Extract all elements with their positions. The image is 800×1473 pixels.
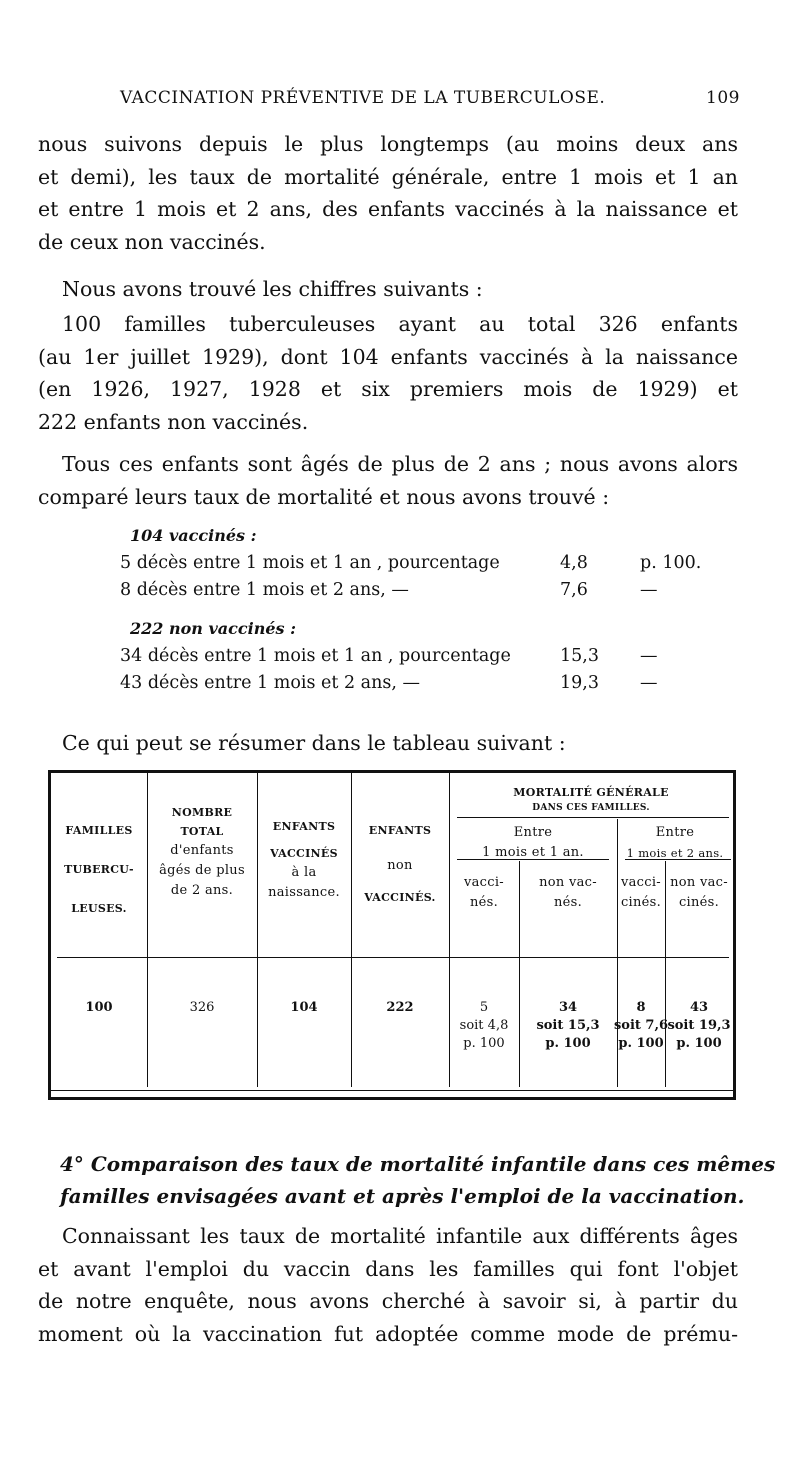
header-rule xyxy=(57,957,729,958)
header-line: ENFANTS xyxy=(368,824,432,837)
stats-row xyxy=(120,646,680,673)
header-line: VACCINÉS xyxy=(270,847,338,860)
cell-line: p. 100 xyxy=(463,1036,505,1051)
cell-line: 43 xyxy=(689,1000,709,1015)
paragraph-3 xyxy=(38,308,738,438)
header-line: ENFANTS xyxy=(272,820,336,833)
leaf-line: non vac- xyxy=(670,875,728,890)
stats-value: 15,3 xyxy=(560,646,599,666)
stats-block xyxy=(120,526,702,700)
text-line: (au 1er juillet 1929), dont 104 enfants vaccinés à la naissance xyxy=(38,344,738,369)
header-1mois-1an xyxy=(449,823,617,863)
text-line: nous suivons depuis le plus longtemps (au moins deux ans xyxy=(38,132,738,156)
header-line: NOMBRE xyxy=(171,806,233,819)
cell-mortality xyxy=(519,999,617,1053)
cell-line: 5 xyxy=(479,1000,489,1015)
text-line: de notre enquête, nous avons cherché à savoir si, à partir du xyxy=(38,1289,738,1313)
cell-line: p. 100 xyxy=(618,1036,664,1051)
table-bottom-rule xyxy=(48,1090,736,1091)
cell-mortality xyxy=(613,999,669,1053)
leaf-header xyxy=(665,873,733,913)
page-number: 109 xyxy=(706,88,740,108)
cell-total: 326 xyxy=(189,1000,215,1015)
leaf-header xyxy=(617,873,665,913)
header-1mois-2ans xyxy=(617,823,733,863)
leaf-header xyxy=(449,873,519,913)
text-line: et demi), les taux de mortalité générale, entre 1 mois et 1 an xyxy=(38,164,738,189)
stats-text: 5 décès entre 1 mois et 1 an , pourcentage xyxy=(120,553,500,573)
stats-unit: p. 100. xyxy=(640,553,702,573)
header-line: naissance. xyxy=(268,885,340,900)
section-heading xyxy=(60,1148,776,1212)
stats-value: 19,3 xyxy=(560,673,599,693)
subgroup-line: 1 mois et 1 an. xyxy=(482,845,584,860)
stats-text: 43 décès entre 1 mois et 2 ans, — xyxy=(120,673,420,693)
text-line: comparé leurs taux de mortalité et nous avons trouvé : xyxy=(38,484,610,509)
leaf-line: vacci- xyxy=(463,875,504,890)
cell-mortality xyxy=(449,999,519,1053)
stats-value: 4,8 xyxy=(560,553,588,573)
text-line: de ceux non vaccinés. xyxy=(38,229,266,254)
header-line: TUBERCU- xyxy=(64,863,134,876)
leaf-line: nés. xyxy=(553,895,583,910)
stats-row xyxy=(120,580,680,607)
stats-unit: — xyxy=(640,673,658,693)
stats-heading-vaccinated: 104 vaccinés : xyxy=(130,526,257,545)
header-familles xyxy=(51,821,147,918)
leaf-line: cinés. xyxy=(620,895,662,910)
summary-table xyxy=(48,770,736,1100)
cell-familles: 100 xyxy=(85,1000,113,1015)
header-line: de 2 ans. xyxy=(170,883,234,898)
paragraph-6 xyxy=(38,1220,738,1350)
text-line: 222 enfants non vaccinés. xyxy=(38,409,309,434)
cell-mortality xyxy=(665,999,733,1053)
cell-line: soit 4,8 xyxy=(459,1018,509,1033)
stats-value: 7,6 xyxy=(560,580,588,600)
text-line: moment où la vaccination fut adoptée comme mode de prému- xyxy=(38,1321,738,1346)
leaf-line: vacci- xyxy=(620,875,661,890)
leaf-header xyxy=(519,873,617,913)
text-line: Tous ces enfants sont âgés de plus de 2 ans ; nous avons alors xyxy=(62,452,738,476)
leaf-line: cinés. xyxy=(678,895,720,910)
group-subtitle: DANS CES FAMILLES. xyxy=(532,803,650,813)
stats-unit: — xyxy=(640,646,658,666)
paragraph-4 xyxy=(38,448,738,513)
running-title: VACCINATION PRÉVENTIVE DE LA TUBERCULOSE. xyxy=(120,88,606,108)
cell-line: p. 100 xyxy=(676,1036,722,1051)
header-line: à la xyxy=(291,865,317,880)
text-line: et entre 1 mois et 2 ans, des enfants vaccinés à la naissance et xyxy=(38,197,738,221)
header-line: non xyxy=(387,858,413,873)
cell-non-vaccines: 222 xyxy=(386,1000,414,1015)
subgroup-line: Entre xyxy=(655,825,695,840)
header-line: LEUSES. xyxy=(71,902,127,915)
stats-text: 34 décès entre 1 mois et 1 an , pourcentage xyxy=(120,646,511,666)
stats-text: 8 décès entre 1 mois et 2 ans, — xyxy=(120,580,409,600)
cell-line: 8 xyxy=(636,1000,646,1015)
subgroup-line: Entre xyxy=(513,825,553,840)
leaf-line: nés. xyxy=(469,895,499,910)
heading-line: 4° Comparaison des taux de mortalité infantile dans ces mêmes xyxy=(60,1152,776,1176)
stats-unit: — xyxy=(640,580,658,600)
header-vaccines xyxy=(257,817,351,903)
leaf-line: non vac- xyxy=(539,875,597,890)
group-rule xyxy=(457,817,729,818)
text-line: Nous avons trouvé les chiffres suivants : xyxy=(62,277,483,301)
text-line: (en 1926, 1927, 1928 et six premiers mois de 1929) et xyxy=(38,377,738,401)
header-mortalite xyxy=(449,783,733,814)
subgroup-line: 1 mois et 2 ans. xyxy=(626,846,724,860)
stats-row xyxy=(120,553,702,580)
cell-line: soit 15,3 xyxy=(536,1018,600,1033)
header-line: TOTAL xyxy=(180,825,224,838)
header-non-vaccines xyxy=(351,821,449,907)
group-title: MORTALITÉ GÉNÉRALE xyxy=(513,786,669,799)
header-line: VACCINÉS. xyxy=(364,891,436,904)
stats-heading-nonvaccinated: 222 non vaccinés : xyxy=(130,619,296,638)
header-total xyxy=(147,803,257,901)
cell-line: soit 19,3 xyxy=(667,1018,731,1033)
header-line: âgés de plus xyxy=(159,863,245,878)
text-line: Ce qui peut se résumer dans le tableau suivant : xyxy=(62,731,566,755)
cell-line: p. 100 xyxy=(545,1036,591,1051)
header-line: d'enfants xyxy=(170,843,234,858)
heading-line: familles envisagées avant et après l'emploi de la vaccination. xyxy=(60,1184,745,1208)
cell-vaccines: 104 xyxy=(290,1000,318,1015)
paragraph-5 xyxy=(62,727,738,760)
paragraph-2 xyxy=(62,273,738,306)
text-line: 100 familles tuberculeuses ayant au total 326 enfants xyxy=(62,312,738,336)
paragraph-1 xyxy=(38,128,738,258)
stats-row xyxy=(120,673,680,700)
cell-line: soit 7,6 xyxy=(613,1018,669,1033)
header-line: FAMILLES xyxy=(65,824,133,837)
cell-line: 34 xyxy=(558,1000,578,1015)
text-line: Connaissant les taux de mortalité infantile aux différents âges xyxy=(62,1224,738,1248)
text-line: et avant l'emploi du vaccin dans les familles qui font l'objet xyxy=(38,1256,738,1281)
